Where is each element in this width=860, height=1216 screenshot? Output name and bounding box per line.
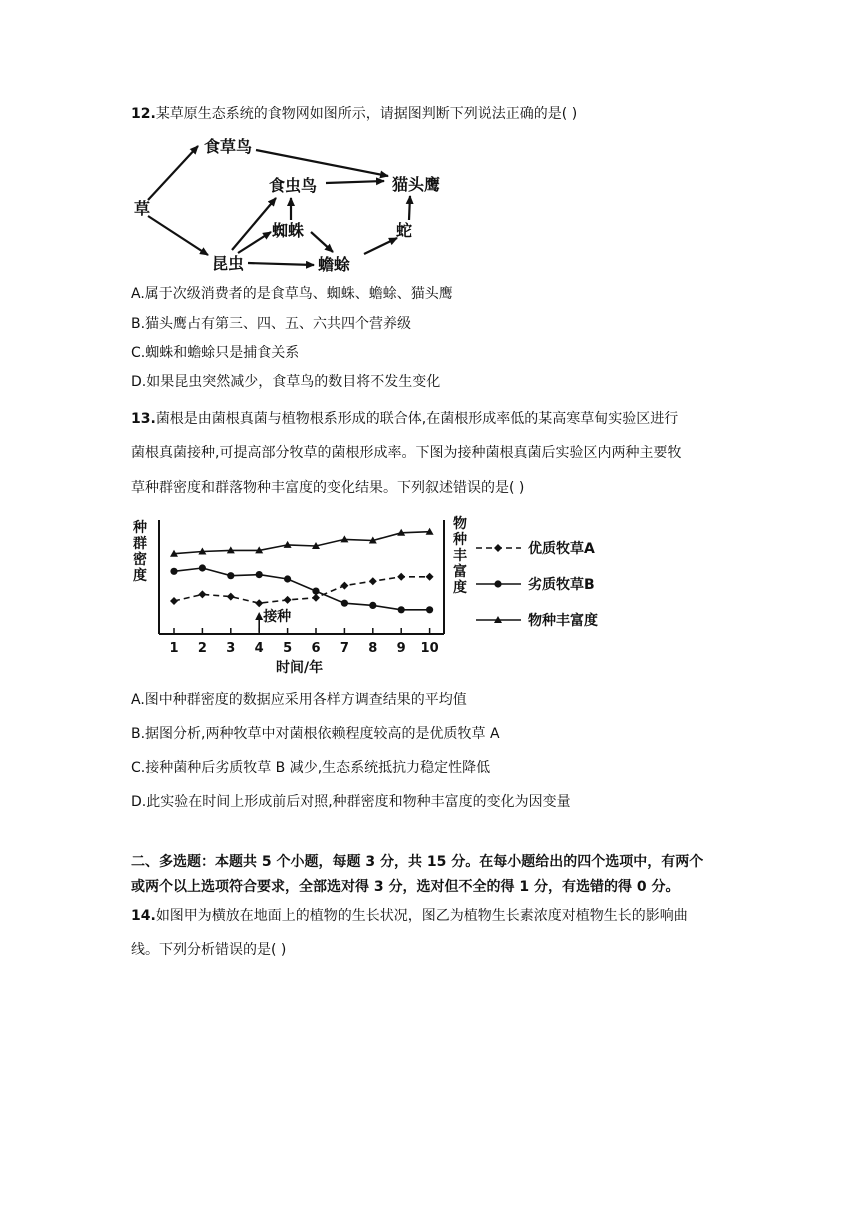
point-circle	[312, 588, 319, 595]
x-tick-label: 4	[254, 641, 264, 656]
point-diamond	[284, 596, 292, 604]
legend-item-3	[476, 612, 598, 629]
q13-stem-line2: 菌根真菌接种,可提高部分牧草的菌根形成率。下图为接种菌根真菌后实验区内两种主要牧	[131, 445, 682, 461]
legend-label: 劣质牧草B	[528, 577, 595, 593]
annotation-arrowhead	[255, 612, 263, 620]
q14-number: 14.	[131, 908, 156, 924]
node-toad: 蟾蜍	[318, 255, 351, 274]
arrow-grass-herbbird	[148, 146, 198, 200]
q13-number: 13.	[131, 411, 156, 427]
node-herb-bird: 食草鸟	[204, 137, 253, 156]
point-diamond	[312, 594, 320, 602]
x-tick-label: 5	[283, 641, 293, 656]
x-tick-label: 6	[311, 641, 321, 656]
q13-stem-line3: 草种群密度和群落物种丰富度的变化结果。下列叙述错误的是( )	[131, 480, 525, 496]
food-web-diagram	[126, 128, 456, 278]
series-3	[170, 528, 434, 557]
point-diamond	[198, 590, 206, 598]
arrow-spider-toad	[311, 232, 333, 252]
node-snake: 蛇	[396, 221, 413, 240]
x-tick-label: 9	[396, 641, 406, 656]
x-tick-label: 2	[197, 641, 207, 656]
y-axis-right-label-char: 丰	[453, 548, 467, 564]
q14-stem-line2: 线。下列分析错误的是( )	[131, 942, 287, 958]
point-diamond	[255, 599, 263, 607]
point-circle	[227, 572, 234, 579]
y-axis-left-label	[132, 519, 147, 584]
q14-stem-line1-text: 如图甲为横放在地面上的植物的生长状况，图乙为植物生长素浓度对植物生长的影响曲	[155, 908, 688, 924]
annotation-label: 接种	[263, 609, 292, 625]
series-line	[174, 568, 430, 610]
point-diamond	[397, 573, 405, 581]
arrow-grass-insect	[148, 216, 208, 255]
point-circle	[199, 564, 206, 571]
series-line	[174, 532, 430, 554]
q12-stem	[131, 104, 577, 124]
node-insect: 昆虫	[212, 254, 245, 273]
y-axis-left-label-char: 度	[133, 568, 147, 584]
legend-item-1	[476, 540, 595, 557]
y-axis-right-label-char: 度	[453, 580, 467, 596]
point-circle	[398, 606, 405, 613]
legend-label: 物种丰富度	[528, 613, 598, 629]
point-diamond	[227, 593, 235, 601]
q14-stem-line1	[131, 906, 688, 926]
series-2	[170, 564, 433, 613]
y-axis-right-label-char: 物	[453, 516, 467, 532]
node-spider: 蜘蛛	[272, 221, 305, 240]
y-axis-right-label-char: 种	[453, 532, 467, 548]
point-circle	[369, 602, 376, 609]
series-line	[174, 577, 430, 603]
y-axis-left-label-char: 密	[133, 552, 147, 568]
arrow-insect-toad	[248, 263, 314, 265]
q13-option-b: B.据图分析,两种牧草中对菌根依赖程度较高的是优质牧草 A	[131, 726, 500, 742]
q13-stem-line1	[131, 409, 678, 429]
node-grass: 草	[134, 199, 151, 218]
q12-option-c: C.蜘蛛和蟾蜍只是捕食关系	[131, 345, 300, 361]
point-diamond	[494, 544, 502, 552]
q12-number: 12.	[131, 106, 156, 122]
node-owl: 猫头鹰	[392, 175, 441, 194]
legend-label: 优质牧草A	[528, 541, 595, 557]
node-insect-bird: 食虫鸟	[269, 176, 318, 195]
section2-heading-line2: 或两个以上选项符合要求，全部选对得 3 分，选对但不全的得 1 分，有选错的得 0 分。	[131, 879, 680, 895]
legend-item-2	[476, 576, 595, 593]
q13-option-d: D.此实验在时间上形成前后对照,种群密度和物种丰富度的变化为因变量	[131, 794, 571, 810]
point-circle	[284, 575, 291, 582]
series-1	[170, 573, 434, 607]
q12-stem-text: 某草原生态系统的食物网如图所示，请据图判断下列说法正确的是( )	[155, 106, 578, 122]
q13-option-c: C.接种菌种后劣质牧草 B 减少,生态系统抵抗力稳定性降低	[131, 760, 491, 776]
arrow-snake-owl	[409, 196, 410, 220]
section2-heading-line1: 二、多选题：本题共 5 个小题，每题 3 分，共 15 分。在每小题给出的四个选项中，有两个	[131, 854, 704, 870]
point-circle	[256, 571, 263, 578]
arrow-toad-snake	[364, 238, 397, 254]
y-axis-right-label	[452, 515, 467, 596]
point-diamond	[369, 577, 377, 585]
x-tick-label: 3	[226, 641, 236, 656]
point-diamond	[340, 582, 348, 590]
x-tick-label: 10	[420, 641, 439, 656]
point-diamond	[426, 573, 434, 581]
point-circle	[170, 568, 177, 575]
q13-stem-line1-text: 菌根是由菌根真菌与植物根系形成的联合体,在菌根形成率低的某高寒草甸实验区进行	[155, 411, 679, 427]
y-axis-left-label-char: 群	[133, 536, 147, 552]
density-richness-chart	[126, 510, 616, 676]
x-tick-label: 8	[368, 641, 378, 656]
point-diamond	[170, 597, 178, 605]
q12-option-d: D.如果昆虫突然减少，食草鸟的数目将不发生变化	[131, 374, 441, 390]
x-axis-label: 时间/年	[276, 660, 324, 676]
arrow-insect-spider	[238, 232, 271, 253]
q12-option-a: A.属于次级消费者的是食草鸟、蜘蛛、蟾蜍、猫头鹰	[131, 286, 453, 302]
point-circle	[494, 580, 501, 587]
arrow-insectbird-owl	[326, 181, 384, 183]
q13-option-a: A.图中种群密度的数据应采用各样方调查结果的平均值	[131, 692, 467, 708]
y-axis-left-label-char: 种	[133, 520, 147, 536]
x-tick-label: 1	[169, 641, 179, 656]
y-axis-right-label-char: 富	[453, 564, 467, 580]
point-circle	[341, 600, 348, 607]
x-tick-label: 7	[339, 641, 349, 656]
point-circle	[426, 606, 433, 613]
arrow-herbbird-owl	[256, 150, 388, 176]
q12-option-b: B.猫头鹰占有第三、四、五、六共四个营养级	[131, 316, 412, 332]
